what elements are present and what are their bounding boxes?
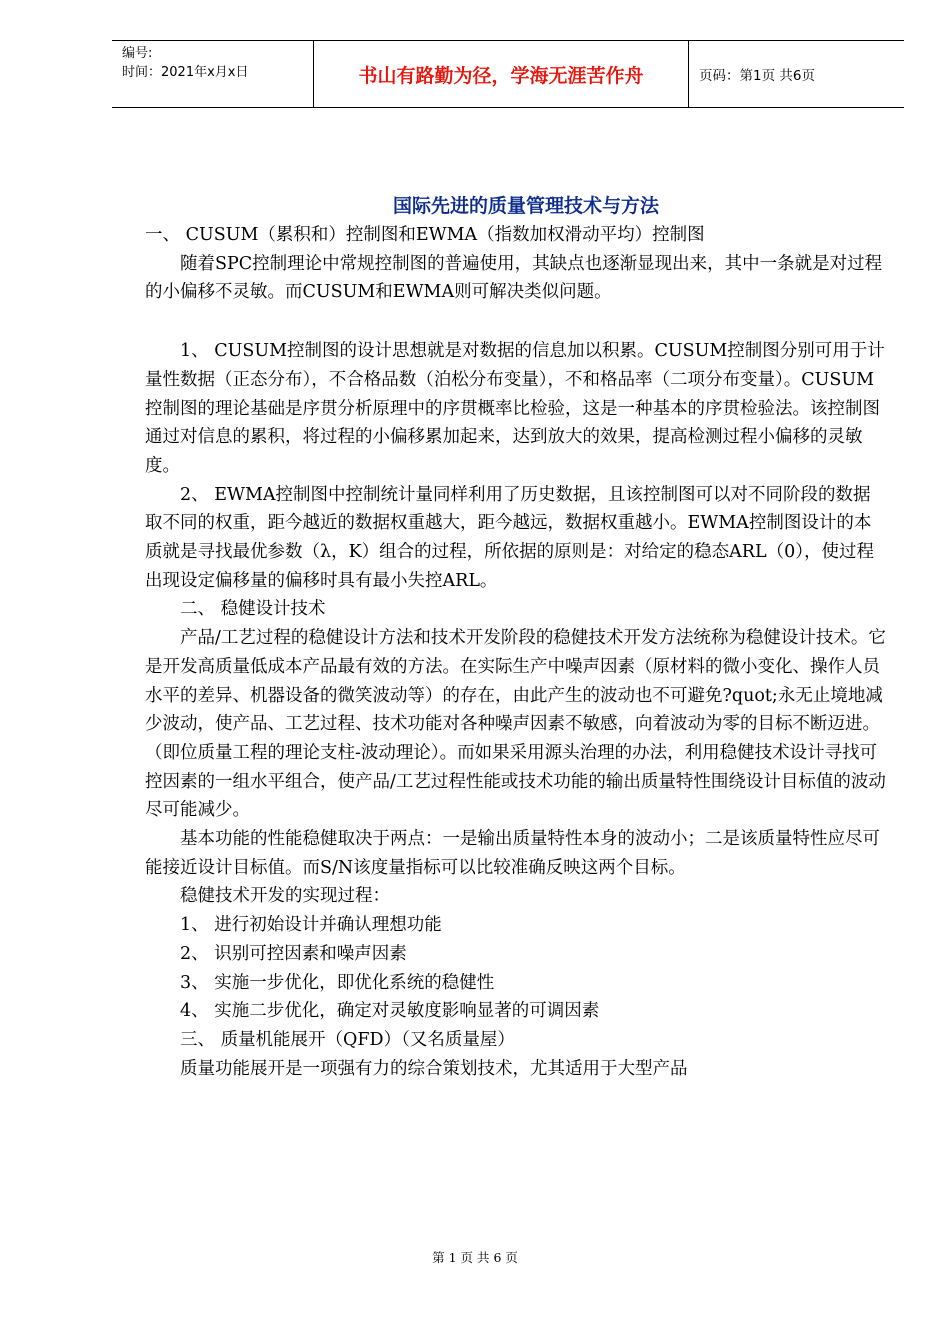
page-label: 页码：第1页 共6页 [699, 68, 815, 84]
step-item: 3、 实施一步优化，即优化系统的稳健性 [180, 972, 495, 993]
section1-heading: 一、 CUSUM（累积和）控制图和EWMA（指数加权滑动平均）控制图 [145, 225, 705, 245]
document-title: 国际先进的质量管理技术与方法 [392, 195, 659, 217]
paragraph-3: 2、 EWMA控制图中控制统计量同样利用了历史数据，且该控制图可以对不同阶段的数据取不同的权重，距今越近的数据权重越大，距今越远，数据权重越小。EWMA控制图设计的本质就是寻找最优参数（λ，K）组合的过程，所依据的原则是：对给定的稳态ARL（0），使过程出现设定偏移量的偏移时具有最小失控ARL。 [145, 484, 874, 591]
paragraph-6: 稳健技术开发的实现过程： [180, 886, 390, 907]
blank-line [145, 307, 887, 337]
page-footer: 第 1 页 共 6 页 [432, 1250, 518, 1265]
motto: 书山有路勤为径，学海无涯苦作舟 [314, 41, 689, 107]
step-item: 2、 识别可控因素和噪声因素 [180, 943, 407, 964]
paragraph-1: 随着SPC控制理论中常规控制图的普遍使用，其缺点也逐渐显现出来，其中一条就是对过程的小偏移不灵敏。而CUSUM和EWMA则可解决类似问题。 [145, 253, 883, 303]
number-label: 编号: [122, 46, 153, 61]
section2-heading: 二、 稳健设计技术 [180, 599, 326, 620]
paragraph-2: 1、 CUSUM控制图的设计思想就是对数据的信息加以积累。CUSUM控制图分别可用于计量性数据（正态分布），不合格品数（泊松分布变量），不和格品率（二项分布变量）。CUSUM控制图的理论基础是序贯分析原理中的序贯概率比检验，这是一种基本的序贯检验法。该控制图通过对信息的累积，将过程的小偏移累加起来，达到放大的效果，提高检测过程小偏移的灵敏度。 [145, 341, 885, 476]
step-item: 4、 实施二步优化，确定对灵敏度影响显著的可调因素 [180, 1001, 600, 1022]
header-table [112, 40, 904, 108]
step-item: 1、 进行初始设计并确认理想功能 [180, 915, 442, 936]
time-label: 时间：2021年x月x日 [122, 65, 249, 80]
paragraph-7: 质量功能展开是一项强有力的综合策划技术，尤其适用于大型产品 [180, 1058, 688, 1079]
document-body [145, 191, 887, 1083]
section3-heading: 三、 质量机能展开（QFD）（又名质量屋） [180, 1029, 515, 1050]
paragraph-5: 基本功能的性能稳健取决于两点：一是输出质量特性本身的波动小；二是该质量特性应尽可能接近设计目标值。而S/N该度量指标可以比较准确反映这两个目标。 [145, 829, 880, 878]
paragraph-4: 产品/工艺过程的稳健设计方法和技术开发阶段的稳健技术开发方法统称为稳健设计技术。它是开发高质量低成本产品最有效的方法。在实际生产中噪声因素（原材料的微小变化、操作人员水平的差异、机器设备的微笑波动等）的存在，由此产生的波动也不可避免?quot;永无止境地减少波动，使产品、工艺过程、技术功能对各种噪声因素不敏感，向着波动为零的目标不断迈进。（即位质量工程的理论支柱-波动理论）。而如果采用源头治理的办法，利用稳健技术设计寻找可控因素的一组水平组合，使产品/工艺过程性能或技术功能的输出质量特性围绕设计目标值的波动尽可能减少。 [145, 628, 886, 821]
header-meta-cell [112, 41, 314, 107]
